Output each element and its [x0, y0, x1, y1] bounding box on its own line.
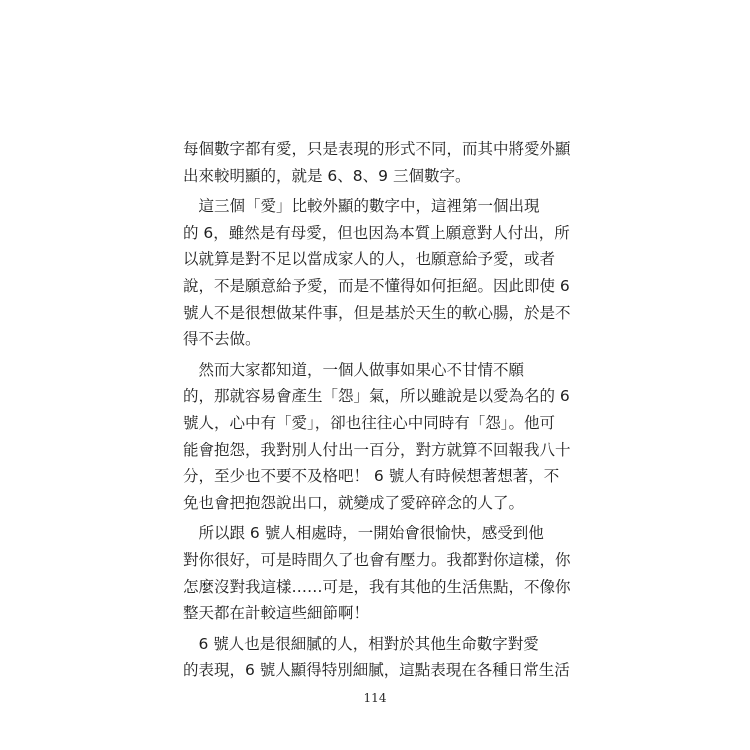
text-line: 免也會把抱怨說出口，就變成了愛碎碎念的人了。: [183, 493, 525, 512]
paragraph-4: [183, 520, 573, 626]
paragraph-2: [183, 193, 573, 353]
text-line: 每個數字都有愛，只是表現的形式不同，而其中將愛外顯: [183, 140, 571, 158]
text-line: 說，不是願意給予愛，而是不懂得如何拒絕。因此即使 6: [183, 276, 570, 295]
paragraph-3: [183, 357, 573, 517]
text-line: 出來較明顯的，就是 6、8、9 三個數字。: [183, 166, 471, 185]
text-line: 以就算是對不足以當成家人的人，也願意給予愛，或者: [183, 250, 556, 269]
text-line: 所以跟 6 號人相處時，一開始會很愉快，感受到他: [183, 524, 544, 543]
text-line: 的 6，雖然是有母愛，但也因為本質上願意對人付出，所: [183, 223, 570, 242]
body-text: [183, 136, 573, 684]
paragraph-1: [183, 136, 573, 189]
text-line: 6 號人也是很細膩的人，相對於其他生命數字對愛: [183, 634, 539, 653]
paragraph-5: [183, 631, 573, 684]
text-line: 分，至少也不要不及格吧！ 6 號人有時候想著想著，不: [183, 467, 560, 486]
text-line: 能會抱怨，我對別人付出一百分，對方就算不回報我八十: [183, 440, 571, 459]
text-line: 得不去做。: [183, 330, 261, 349]
text-line: 這三個「愛」比較外顯的數字中，這裡第一個出現: [183, 197, 540, 216]
text-line: 的表現，6 號人顯得特別細膩，這點表現在各種日常生活: [183, 661, 570, 680]
text-line: 號人不是很想做某件事，但是基於天生的軟心腸，於是不: [183, 303, 571, 322]
text-line: 然而大家都知道，一個人做事如果心不甘情不願: [183, 360, 525, 379]
page-number: 114: [363, 691, 387, 705]
text-line: 的，那就容易會產生「怨」氣，所以雖說是以愛為名的 6: [183, 387, 570, 406]
text-line: 整天都在計較這些細節啊！: [183, 604, 370, 623]
text-line: 對你很好，可是時間久了也會有壓力。我都對你這樣，你: [183, 550, 571, 569]
text-line: 怎麼沒對我這樣……可是，我有其他的生活焦點，不像你: [183, 577, 571, 596]
text-line: 號人，心中有「愛」，卻也往往心中同時有「怨」。他可: [183, 413, 556, 432]
